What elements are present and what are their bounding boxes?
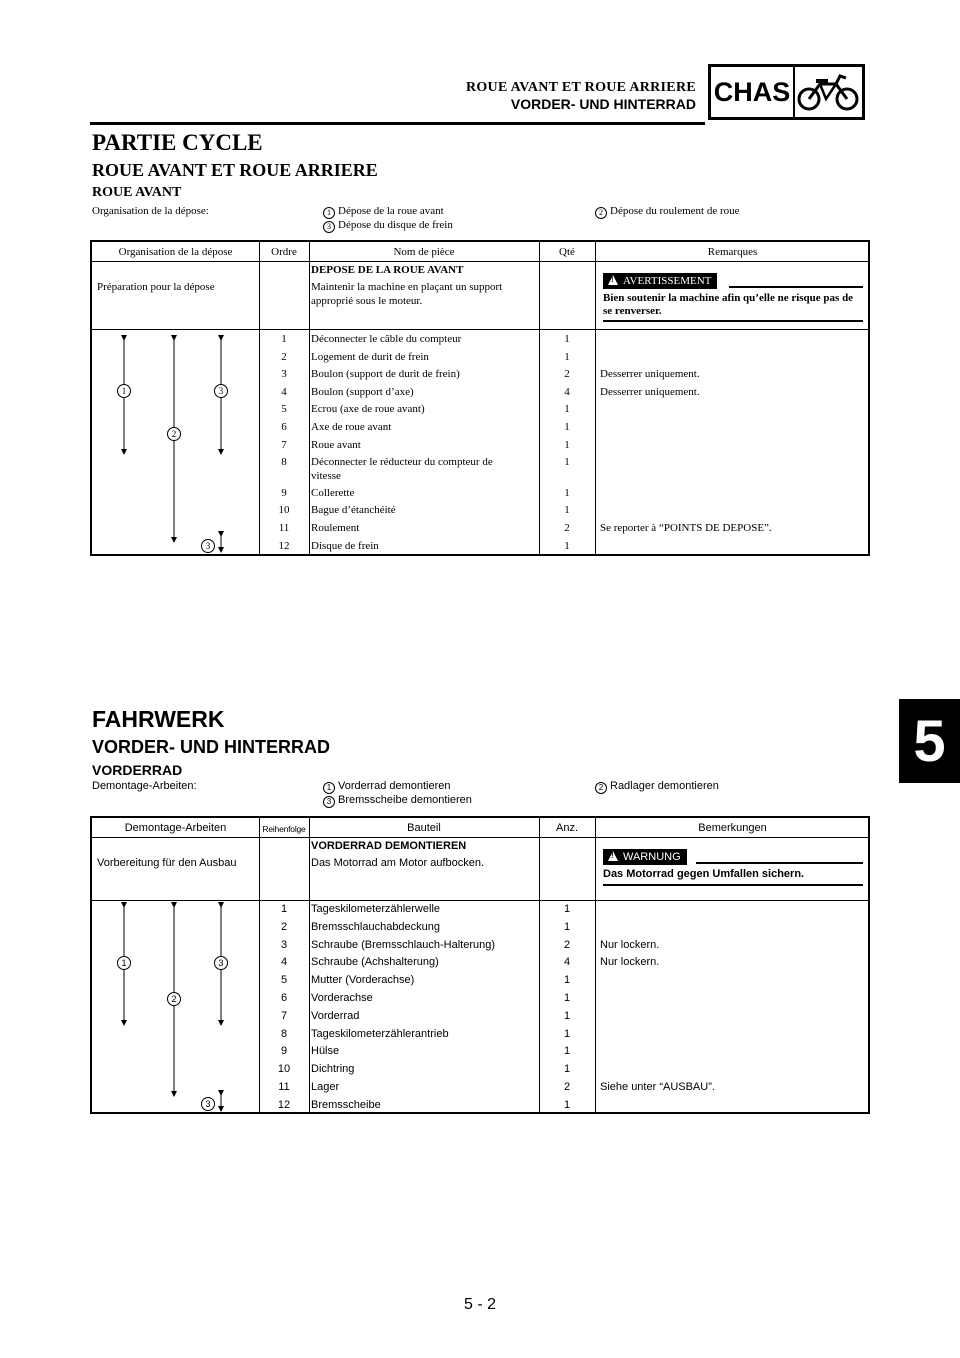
table-cell-name: Roue avant (311, 438, 361, 451)
subsection-title-de: VORDER- UND HINTERRAD (92, 737, 330, 757)
table-cell-qty: 1 (564, 438, 570, 451)
org-label-fr: Organisation de la dépose: (92, 205, 209, 217)
org-item-de-2: 2 Radlager demontieren (595, 780, 719, 794)
table-cell-rem: Nur lockern. (600, 956, 660, 969)
table-cell-rem: Se reporter à “POINTS DE DEPOSE”. (600, 522, 772, 534)
table-cell-name: Axe de roue avant (311, 421, 392, 433)
table-cell-num: 10 (277, 1063, 291, 1076)
sequence-marker: 3 (214, 956, 228, 970)
table-cell-num: 6 (281, 421, 287, 433)
warning-badge: ! WARNUNG (603, 849, 687, 865)
table-cell-qty: 1 (563, 1027, 571, 1040)
org-item-fr-2: 2 Dépose du roulement de roue (595, 205, 740, 219)
table-cell-qty: 1 (564, 333, 570, 345)
table-cell-qty: 2 (564, 522, 570, 534)
table-cell-name: Tageskilometerzählerwelle (311, 903, 441, 915)
table-cell-name: Schraube (Achshalterung) (311, 956, 439, 969)
motorcycle-icon (795, 67, 862, 117)
table-cell-qty: 2 (563, 1081, 571, 1093)
table-cell-name: Bremsscheibe (311, 1098, 381, 1111)
table-cell-name: Déconnecter le câble du compteur (311, 333, 462, 345)
col-header: Bauteil (407, 822, 441, 834)
section-code: CHAS (711, 67, 795, 117)
warning-icon (608, 851, 618, 861)
col-header: Organisation de la dépose (118, 246, 233, 258)
table-cell-name: Ecrou (axe de roue avant) (311, 403, 425, 416)
table-cell-qty: 4 (563, 956, 571, 969)
table-cell-num: 12 (278, 539, 290, 552)
table-cell-num: 11 (278, 522, 290, 534)
warning-text: Das Motorrad gegen Umfallen sichern. (603, 868, 805, 880)
table-cell-num: 5 (281, 403, 287, 416)
table-cell-num: 6 (280, 992, 288, 1004)
prep-text: approprié sous le moteur. (311, 295, 423, 307)
sequence-marker: 3 (201, 539, 215, 553)
prep-text: Das Motorrad am Motor aufbocken. (311, 857, 485, 869)
col-header: Reihenfolge (262, 824, 306, 834)
table-cell-num: 5 (280, 974, 288, 987)
sequence-arrows (92, 328, 259, 554)
table-cell-num: 2 (280, 920, 288, 933)
table-cell-name: Lager (311, 1081, 340, 1093)
section-title-de: FAHRWERK (92, 706, 225, 732)
col-header: Bemerkungen (698, 822, 767, 834)
table-cell-name: Logement de durit de frein (311, 350, 429, 363)
table-cell-num: 1 (281, 333, 287, 345)
col-header: Anz. (555, 822, 578, 834)
sequence-marker: 3 (201, 1097, 215, 1111)
table-cell-name: Boulon (support de durit de frein) (311, 368, 460, 381)
section-title-fr: PARTIE CYCLE (92, 130, 263, 155)
subheading-fr: ROUE AVANT (92, 185, 182, 200)
table-cell-name: Disque de frein (311, 539, 379, 552)
page-number: 5 - 2 (463, 1296, 496, 1313)
table-cell-qty: 1 (563, 920, 571, 933)
table-cell-qty: 1 (563, 992, 571, 1004)
table-cell-qty: 1 (564, 350, 570, 363)
table-cell-num: 9 (280, 1045, 288, 1058)
table-cell-qty: 4 (564, 385, 570, 398)
removal-table-de (90, 816, 870, 1114)
table-cell-qty: 1 (563, 974, 571, 987)
table-cell-qty: 1 (564, 539, 570, 552)
table-cell-num: 10 (278, 504, 290, 517)
table-cell-num: 1 (280, 903, 288, 915)
subheading-de: VORDERRAD (92, 762, 183, 778)
warning-box (603, 849, 865, 889)
table-cell-name: Dichtring (311, 1063, 355, 1076)
table-cell-name: Bremsschlauchabdeckung (311, 920, 441, 933)
table-cell-num: 12 (277, 1098, 291, 1111)
org-item-de-3: 3 Bremsscheibe demontieren (323, 794, 472, 808)
sequence-marker: 2 (167, 427, 181, 441)
table-cell-num: 7 (281, 438, 287, 451)
table-cell-name: Mutter (Vorderachse) (311, 974, 415, 987)
header-title-de: VORDER- UND HINTERRAD (510, 96, 696, 112)
prep-text: Maintenir la machine en plaçant un support (311, 281, 503, 293)
table-cell-qty: 1 (563, 1063, 571, 1076)
table-cell-qty: 1 (564, 504, 570, 517)
org-item-de-1: 1 Vorderrad demontieren (323, 780, 451, 794)
table-cell-num: 3 (281, 368, 287, 381)
prep-label: Vorbereitung für den Ausbau (97, 857, 237, 869)
prep-label: Préparation pour la dépose (97, 281, 215, 293)
table-cell-num: 4 (281, 385, 287, 398)
table-cell-name: Collerette (311, 486, 355, 499)
prep-title: DEPOSE DE LA ROUE AVANT (311, 264, 464, 276)
warning-badge: ! AVERTISSEMENT (603, 273, 717, 289)
col-header: Qté (559, 246, 575, 258)
section-badge (708, 64, 865, 120)
header-rule (90, 122, 705, 125)
warning-text: Bien soutenir la machine afin qu’elle ne risque pas de (603, 292, 854, 304)
table-cell-rem: Desserrer uniquement. (600, 385, 700, 398)
col-header: Ordre (271, 246, 297, 258)
table-cell-name: Hülse (311, 1045, 340, 1058)
table-cell-qty: 1 (564, 403, 570, 416)
table-cell-num: 8 (280, 1027, 288, 1040)
table-cell-qty: 1 (563, 1045, 571, 1058)
prep-title: VORDERRAD DEMONTIEREN (311, 840, 467, 852)
table-cell-qty: 2 (564, 368, 570, 381)
org-label-de: Demontage-Arbeiten: (92, 780, 197, 792)
org-item-fr-3: 3 Dépose du disque de frein (323, 219, 453, 233)
table-cell-qty: 1 (563, 1009, 571, 1022)
table-cell-num: 11 (278, 1081, 290, 1093)
chapter-tab: 5 (899, 699, 960, 783)
sequence-marker: 1 (117, 384, 131, 398)
table-cell-name: Tageskilometerzählerantrieb (311, 1027, 449, 1040)
subsection-title-fr: ROUE AVANT ET ROUE ARRIERE (92, 160, 378, 180)
table-cell-name: Boulon (support d’axe) (311, 385, 414, 398)
warning-box (603, 273, 865, 323)
table-cell-num: 4 (280, 956, 288, 969)
table-cell-rem: Siehe unter “AUSBAU”. (600, 1081, 715, 1093)
table-cell-qty: 2 (563, 938, 571, 951)
table-cell-num: 7 (280, 1009, 288, 1022)
sequence-arrows (92, 899, 259, 1113)
table-cell-num: 3 (280, 938, 288, 951)
table-cell-rem: Nur lockern. (600, 938, 660, 951)
table-cell-num: 2 (281, 350, 287, 363)
table-cell-qty: 1 (564, 456, 570, 469)
col-header: Demontage-Arbeiten (124, 822, 227, 834)
removal-table-fr (90, 240, 870, 556)
table-cell-num: 9 (281, 486, 287, 499)
table-cell-name: Vorderachse (311, 992, 373, 1004)
table-cell-name: Schraube (Bremsschlauch-Halterung) (311, 938, 496, 951)
sequence-marker: 1 (117, 956, 131, 970)
table-cell-name: vitesse (311, 470, 341, 483)
table-cell-qty: 1 (564, 486, 570, 499)
header-title-fr: ROUE AVANT ET ROUE ARRIERE (465, 80, 696, 95)
table-cell-name: Bague d’étanchéité (311, 504, 396, 517)
warning-icon (608, 275, 618, 285)
org-item-fr-1: 1 Dépose de la roue avant (323, 205, 444, 219)
warning-text: se renverser. (603, 305, 662, 317)
table-cell-name: Vorderrad (311, 1009, 360, 1022)
table-cell-qty: 1 (563, 1098, 571, 1111)
table-cell-qty: 1 (563, 903, 571, 915)
table-cell-num: 8 (281, 456, 287, 469)
table-cell-name: Roulement (311, 522, 360, 534)
col-header: Nom de pièce (393, 246, 455, 258)
table-cell-name: Déconnecter le réducteur du compteur de (311, 456, 493, 469)
sequence-marker: 3 (214, 384, 228, 398)
table-cell-rem: Desserrer uniquement. (600, 368, 700, 381)
sequence-marker: 2 (167, 992, 181, 1006)
col-header: Remarques (707, 246, 758, 258)
table-cell-qty: 1 (564, 421, 570, 433)
